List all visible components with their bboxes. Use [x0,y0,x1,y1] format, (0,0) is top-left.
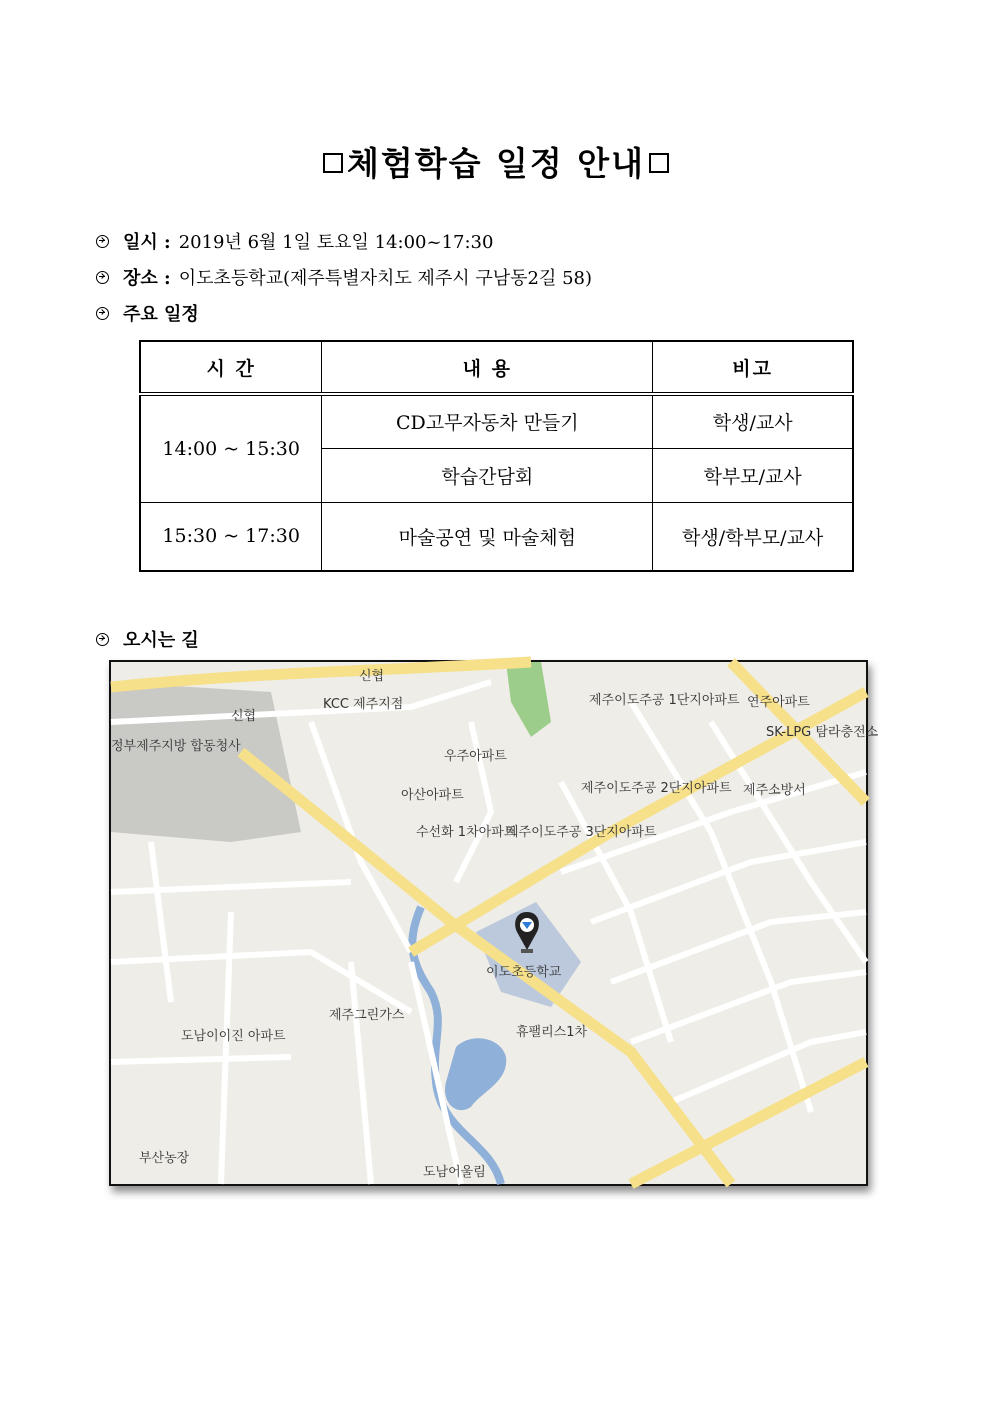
map-label: SK-LPG 탐라충전소 [766,725,879,740]
note-cell: 학생/학부모/교사 [653,502,853,571]
map-label: 수선화 1차아파트 [416,825,517,840]
title-text: 체험학습 일정 안내 [346,144,645,183]
map-label: 정부제주지방 합동청사 [111,739,241,754]
map-label: 제주이도주공 2단지아파트 [581,781,732,796]
map-label: 신협 [231,709,257,724]
map-label: 휴팰리스1차 [516,1025,588,1040]
table-header-row [140,341,853,394]
header-time: 시 간 [140,341,322,394]
square-bullet-icon [323,153,343,173]
pond [445,1038,506,1110]
map-label: 우주아파트 [444,749,507,764]
map-label: 도남어울림 [423,1165,486,1180]
map-label: 제주이도주공 3단지아파트 [506,825,657,840]
schedule-heading [96,300,199,326]
gov-area [111,682,301,842]
place-line [96,264,592,290]
square-bullet-icon [649,153,669,173]
content-cell: CD고무자동차 만들기 [322,394,653,448]
table-row [140,502,853,571]
date-value: 2019년 6월 1일 토요일 14:00~17:30 [178,232,494,253]
circle-bullet-icon [96,271,109,284]
map-label: 제주소방서 [743,783,806,798]
map-label: 부산농장 [139,1151,190,1166]
date-label: 일시 : [123,232,171,253]
location-map [109,660,879,1186]
schedule-table [139,340,854,572]
map-canvas [111,662,879,1184]
circle-bullet-icon [96,235,109,248]
circle-bullet-icon [96,633,109,646]
header-note: 비고 [653,341,853,394]
schedule-label: 주요 일정 [123,304,199,325]
map-label: 제주그린가스 [329,1008,405,1023]
circle-bullet-icon [96,307,109,320]
directions-label: 오시는 길 [123,630,199,651]
map-label: KCC 제주지점 [323,697,404,712]
map-label: 연주아파트 [747,695,810,710]
note-cell: 학부모/교사 [653,448,853,502]
map-label: 이도초등학교 [486,965,562,980]
place-label: 장소 : [123,268,171,289]
map-label: 제주이도주공 1단지아파트 [589,693,740,708]
content-cell: 마술공연 및 마술체험 [322,502,653,571]
content-cell: 학습간담회 [322,448,653,502]
header-content: 내 용 [322,341,653,394]
map-label: 도남이이진 아파트 [181,1029,286,1044]
map-label: 신협 [359,669,385,684]
note-cell: 학생/교사 [653,394,853,448]
time-cell: 15:30 ~ 17:30 [140,502,322,571]
directions-heading [96,626,199,652]
time-cell: 14:00 ~ 15:30 [140,394,322,502]
map-label: 아산아파트 [401,788,464,803]
place-value: 이도초등학교(제주특별자치도 제주시 구남동2길 58) [178,268,593,289]
park-area [506,662,551,737]
table-row [140,394,853,448]
date-line [96,228,493,254]
page-title [0,138,992,185]
